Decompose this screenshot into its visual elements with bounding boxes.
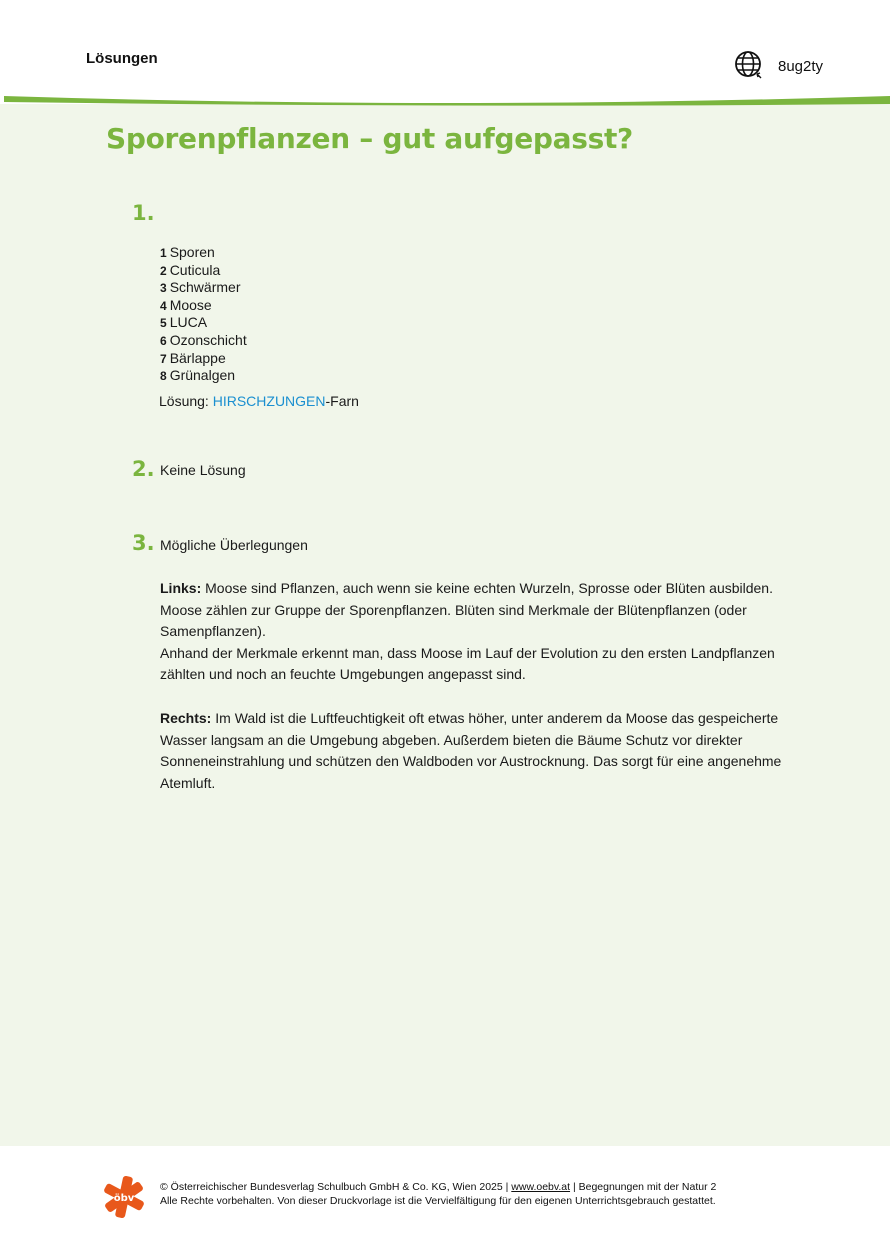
list-item-number: 4 [160,298,167,313]
list-item [160,279,247,297]
list-item-word: LUCA [169,314,208,331]
footer-book: | Begegnungen mit der Natur 2 [570,1181,717,1193]
left-label: Links: [160,580,202,596]
list-item-number: 1 [160,246,167,260]
task3-intro: Mögliche Überlegungen [160,537,308,553]
page-title: Sporenpflanzen – gut aufgepasst? [106,122,633,155]
list-item-number: 8 [160,369,167,384]
list-item-word: Ozonschicht [169,331,247,348]
solution-highlight: HIRSCHZUNGEN [212,393,326,409]
logo-text: öbv [113,1193,135,1204]
left-text: Moose sind Pflanzen, auch wenn sie keine echten Wurzeln, Sprosse oder Blüten ausbilden. Moose zählen zur Gruppe der Sporenpflanzen. Blüten sind Merkmale der Blütenpflanzen (oder Samenpflanzen). [160,580,773,640]
list-item-word: Moose [169,296,212,313]
header-label: Lösungen [86,50,158,67]
globe-icon[interactable] [733,49,763,79]
list-item [160,262,247,280]
list-item-number: 6 [160,333,167,348]
right-text: Im Wald ist die Luftfeuchtigkeit oft etwas höher, unter anderem da Moose das gespeicherte Wasser langsam an die Umgebung abgeben. Außerdem bieten die Bäume Schutz vor direkter Sonneneinstrahlung und schützen den Waldboden vor Austrocknung. Das sorgt für eine angenehme Atemluft. [160,710,782,791]
paragraph-left [160,578,790,686]
paragraph-right [160,708,790,794]
task-number-1: 1. [132,201,155,225]
list-item-number: 3 [160,281,167,296]
task-number-3: 3. [132,531,155,555]
page-code: 8ug2ty [778,58,824,75]
footer-rights: Alle Rechte vorbehalten. Von dieser Druckvorlage ist die Vervielfältigung für den eigenen Unterrichtsgebrauch gestattet. [160,1195,716,1207]
list-item-word: Sporen [169,244,215,260]
list-item-word: Bärlappe [169,349,226,366]
solution-line [159,393,359,409]
list-item [160,350,247,368]
oebv-logo [102,1175,146,1219]
list-item [160,367,247,385]
footer-copyright: © Österreichischer Bundesverlag Schulbuch GmbH & Co. KG, Wien 2025 | [160,1181,512,1193]
right-label: Rechts: [160,710,212,726]
task2-text: Keine Lösung [160,462,246,478]
list-item [160,297,247,315]
left-text-2: Anhand der Merkmale erkennt man, dass Moose im Lauf der Evolution zu den ersten Landpflanzen zählten und noch an feuchte Umgebungen angepasst sind. [160,644,775,683]
solution-label: Lösung: [159,393,213,409]
list-item-number: 2 [160,263,167,278]
list-item-word: Schwärmer [169,279,241,296]
list-item [160,314,247,332]
list-item-number: 7 [160,351,167,366]
list-item-number: 5 [160,316,167,331]
list-item [160,332,247,350]
list-item-word: Cuticula [169,261,221,278]
answer-list [160,244,247,385]
footer-text [160,1180,716,1208]
list-item-word: Grünalgen [169,367,236,384]
task-number-2: 2. [132,457,155,481]
list-item [160,244,247,262]
footer-link[interactable]: www.oebv.at [511,1181,571,1193]
header-divider [0,94,890,112]
solution-suffix: -Farn [325,393,359,409]
